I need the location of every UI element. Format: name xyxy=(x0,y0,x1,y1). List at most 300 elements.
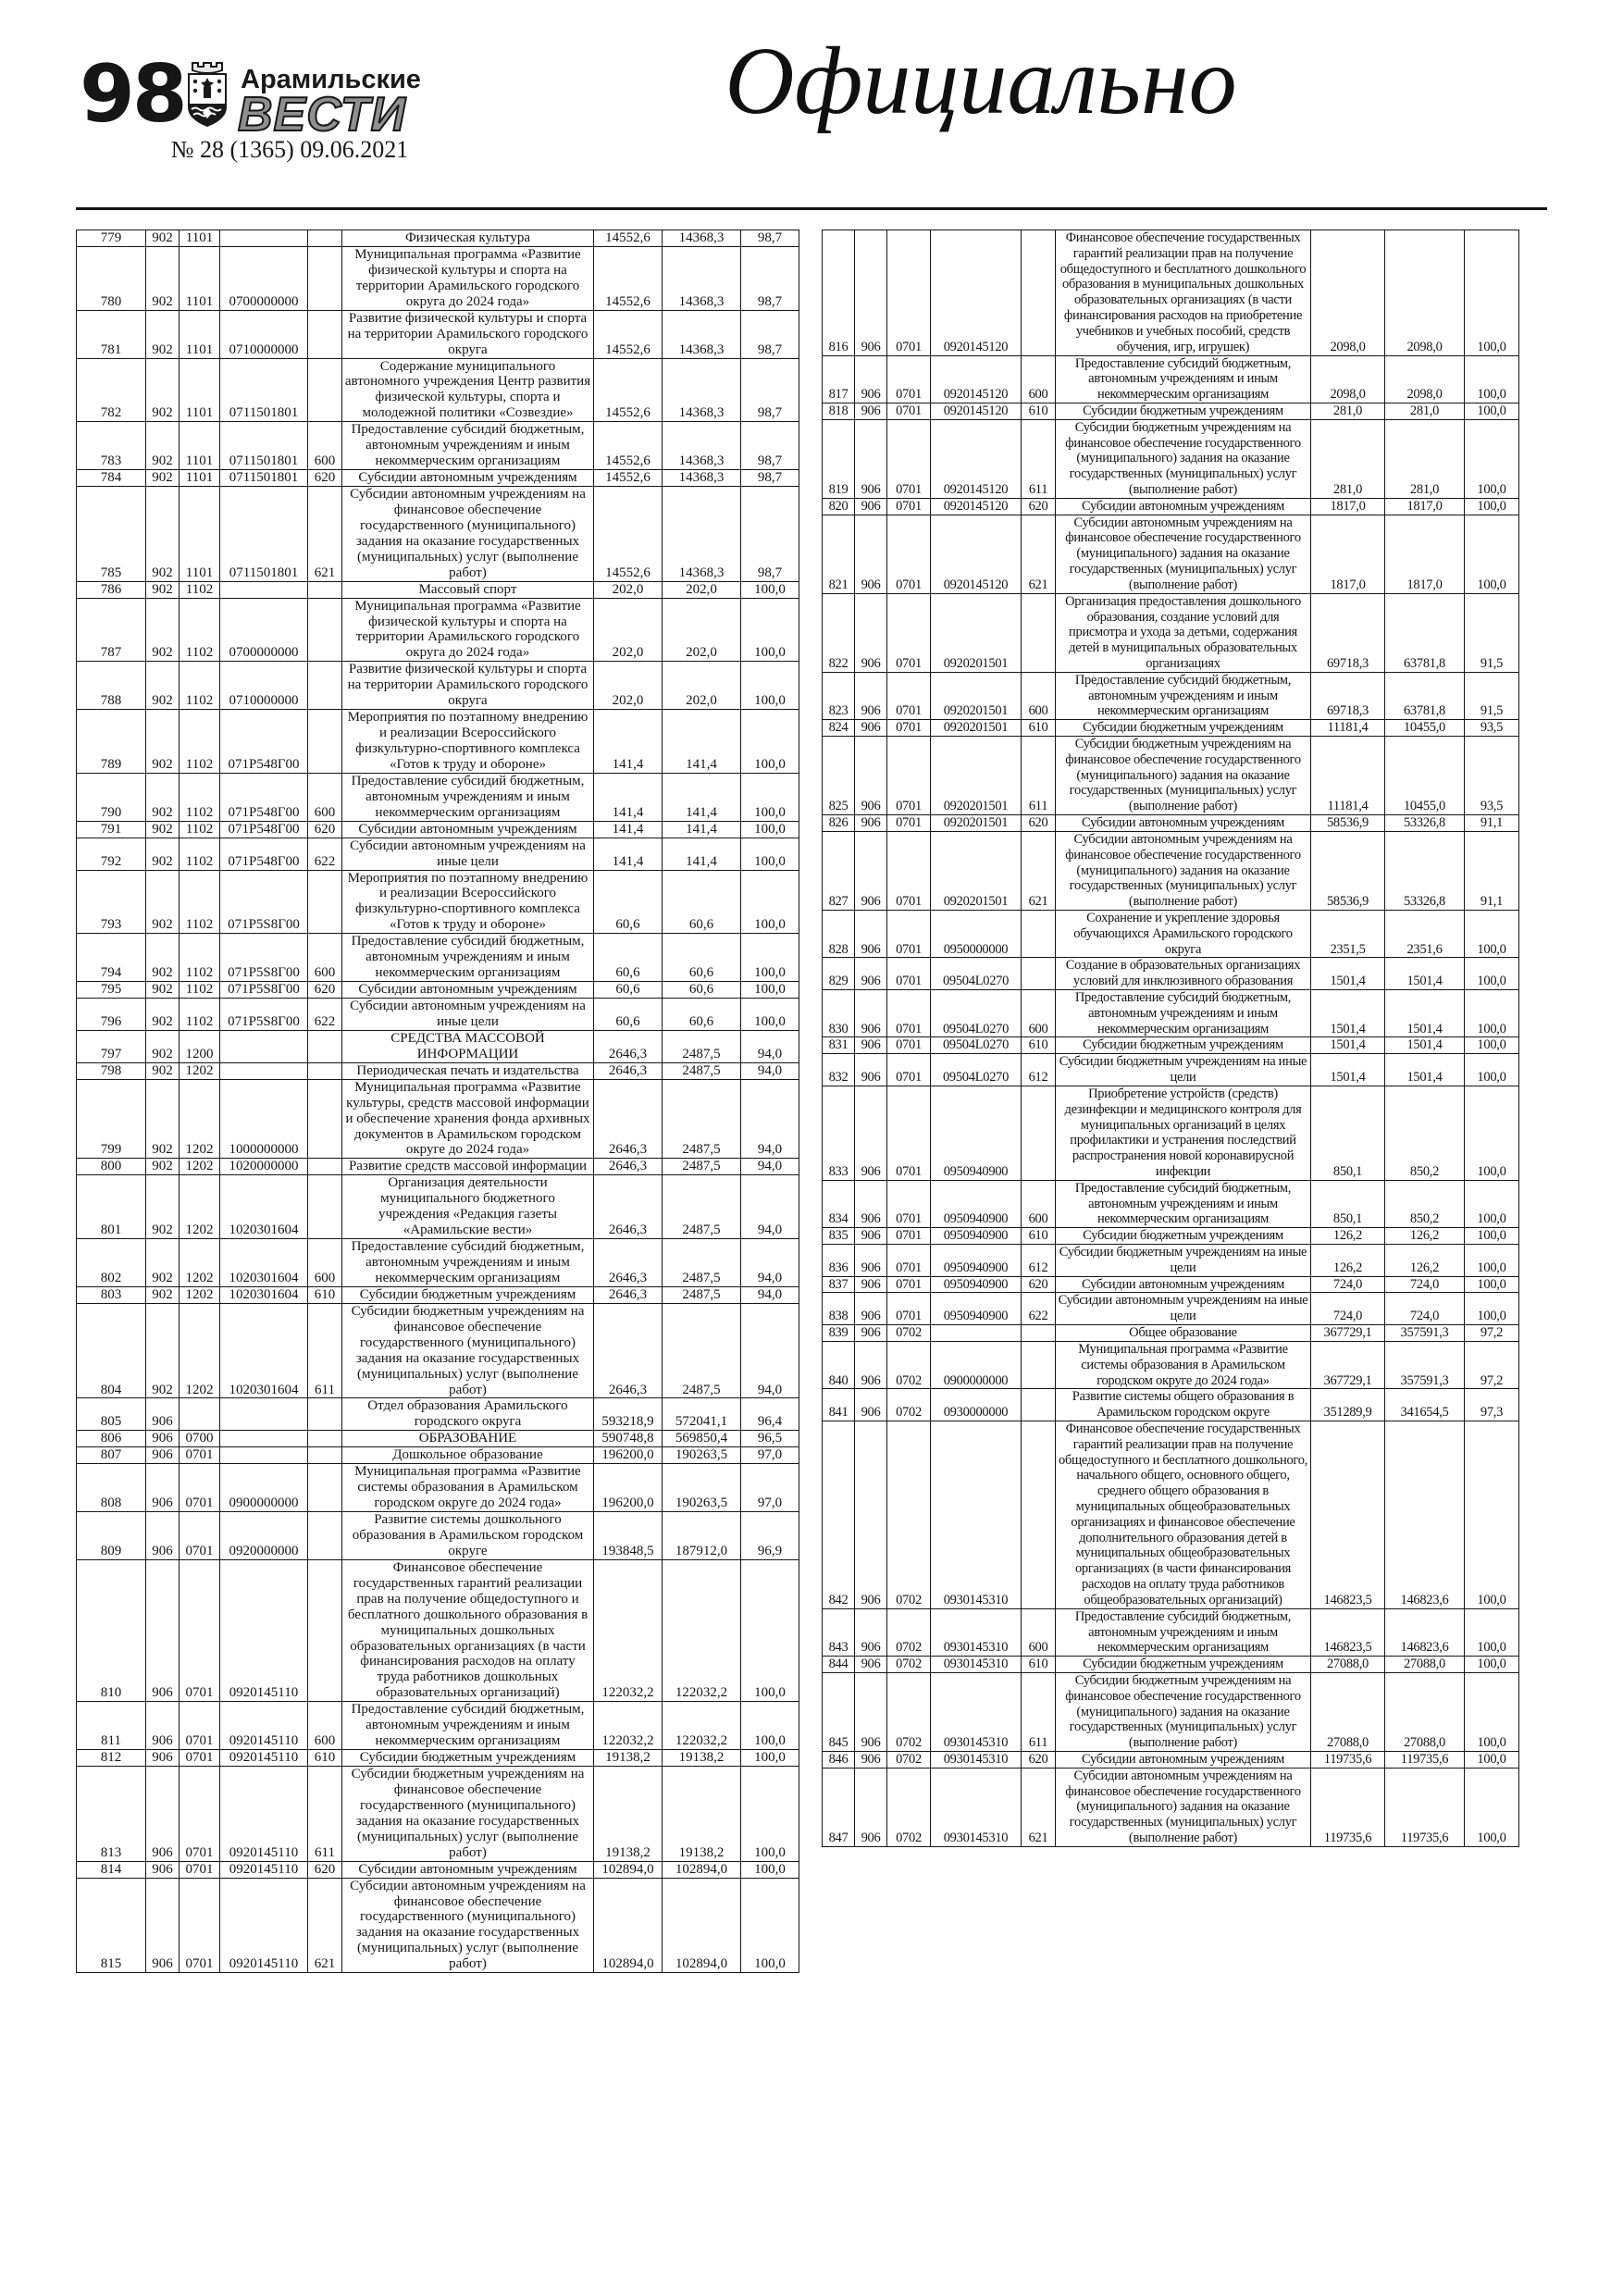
cell-grbs-code: 906 xyxy=(855,515,887,593)
cell-percent: 94,0 xyxy=(741,1079,799,1159)
cell-percent: 100,0 xyxy=(1465,1672,1519,1751)
cell-plan: 1501,4 xyxy=(1311,958,1385,990)
cell-grbs-code: 906 xyxy=(146,1750,180,1767)
cell-grbs-code: 906 xyxy=(855,593,887,672)
cell-row-number: 803 xyxy=(77,1286,146,1303)
cell-plan: 11181,4 xyxy=(1311,720,1385,737)
cell-percent: 100,0 xyxy=(1465,498,1519,515)
cell-target-article-code: 0930145310 xyxy=(931,1672,1022,1751)
cell-percent: 100,0 xyxy=(741,999,799,1031)
table-row xyxy=(77,999,799,1031)
cell-section-code: 1101 xyxy=(180,422,220,470)
cell-grbs-code: 906 xyxy=(146,1878,180,1973)
cell-percent: 100,0 xyxy=(741,838,799,870)
cell-grbs-code: 902 xyxy=(146,982,180,999)
coat-of-arms-icon xyxy=(183,59,231,128)
cell-fact: 19138,2 xyxy=(663,1750,741,1767)
cell-fact: 569850,4 xyxy=(663,1431,741,1447)
cell-section-code: 0701 xyxy=(180,1767,220,1862)
cell-grbs-code: 906 xyxy=(855,1768,887,1846)
cell-plan: 281,0 xyxy=(1311,419,1385,498)
cell-name: Предоставление субсидий бюджетным, автономным учреждениям и иным некоммерческим организациям xyxy=(342,934,594,982)
cell-row-number: 847 xyxy=(823,1768,855,1846)
cell-percent: 93,5 xyxy=(1465,737,1519,815)
cell-grbs-code: 902 xyxy=(146,1159,180,1175)
cell-percent: 100,0 xyxy=(1465,1421,1519,1608)
cell-target-article-code: 0900000000 xyxy=(931,1341,1022,1388)
table-row xyxy=(823,1672,1519,1751)
cell-row-number: 796 xyxy=(77,999,146,1031)
cell-row-number: 838 xyxy=(823,1293,855,1325)
cell-expense-type-code xyxy=(308,1512,342,1560)
cell-section-code: 1101 xyxy=(180,470,220,487)
table-row xyxy=(823,1752,1519,1769)
table-row xyxy=(77,773,799,821)
cell-target-article-code: 0950940900 xyxy=(931,1180,1022,1227)
cell-fact: 14368,3 xyxy=(663,310,741,358)
cell-row-number: 786 xyxy=(77,581,146,598)
table-row xyxy=(77,1512,799,1560)
cell-name: Субсидии автономным учреждениям на финансовое обеспечение государственного (муниципального) задания на оказание государственных (муниципальных) услуг (выполнение работ) xyxy=(1056,831,1311,910)
cell-fact: 2487,5 xyxy=(663,1159,741,1175)
cell-row-number: 839 xyxy=(823,1325,855,1342)
cell-row-number: 785 xyxy=(77,487,146,582)
cell-grbs-code: 902 xyxy=(146,470,180,487)
cell-name: Субсидии автономным учреждениям на финансовое обеспечение государственного (муниципального) задания на оказание государственных (муниципальных) услуг (выполнение работ) xyxy=(342,1878,594,1973)
cell-section-code: 1202 xyxy=(180,1079,220,1159)
cell-target-article-code xyxy=(220,1398,308,1431)
cell-row-number: 783 xyxy=(77,422,146,470)
table-row xyxy=(823,1245,1519,1277)
cell-plan: 126,2 xyxy=(1311,1228,1385,1245)
cell-fact: 119735,6 xyxy=(1385,1752,1465,1769)
cell-grbs-code: 906 xyxy=(146,1512,180,1560)
cell-plan: 141,4 xyxy=(594,710,663,774)
cell-section-code: 0701 xyxy=(887,958,931,990)
cell-row-number: 779 xyxy=(77,230,146,247)
cell-target-article-code: 0930145310 xyxy=(931,1657,1022,1673)
cell-target-article-code: 0920145110 xyxy=(220,1559,308,1701)
cell-name: Развитие системы дошкольного образования в Арамильском городском округе xyxy=(342,1512,594,1560)
cell-expense-type-code: 612 xyxy=(1022,1054,1056,1086)
cell-plan: 2646,3 xyxy=(594,1030,663,1062)
cell-fact: 187912,0 xyxy=(663,1512,741,1560)
cell-row-number: 789 xyxy=(77,710,146,774)
cell-grbs-code: 906 xyxy=(855,230,887,356)
cell-section-code: 1200 xyxy=(180,1030,220,1062)
table-row xyxy=(77,1431,799,1447)
cell-plan: 850,1 xyxy=(1311,1086,1385,1180)
cell-plan: 122032,2 xyxy=(594,1702,663,1750)
cell-fact: 102894,0 xyxy=(663,1861,741,1878)
cell-fact: 60,6 xyxy=(663,982,741,999)
cell-expense-type-code xyxy=(308,1398,342,1431)
cell-target-article-code: 0930145310 xyxy=(931,1421,1022,1608)
cell-fact: 126,2 xyxy=(1385,1228,1465,1245)
table-row xyxy=(77,662,799,710)
header-rule xyxy=(76,207,1547,210)
cell-percent: 96,4 xyxy=(741,1398,799,1431)
cell-section-code: 0701 xyxy=(887,1228,931,1245)
cell-target-article-code: 0711501801 xyxy=(220,358,308,422)
table-row xyxy=(823,1768,1519,1846)
cell-expense-type-code: 622 xyxy=(308,838,342,870)
cell-grbs-code: 906 xyxy=(855,1608,887,1656)
cell-plan: 11181,4 xyxy=(1311,737,1385,815)
cell-section-code: 1102 xyxy=(180,773,220,821)
table-row xyxy=(823,1086,1519,1180)
cell-name: Субсидии автономным учреждениям xyxy=(1056,1276,1311,1293)
cell-percent: 91,5 xyxy=(1465,672,1519,719)
cell-name: Предоставление субсидий бюджетным, автономным учреждениям и иным некоммерческим организациям xyxy=(1056,1180,1311,1227)
cell-target-article-code: 0950000000 xyxy=(931,910,1022,957)
cell-row-number: 823 xyxy=(823,672,855,719)
cell-name: Субсидии автономным учреждениям xyxy=(1056,815,1311,832)
table-row xyxy=(823,593,1519,672)
cell-section-code xyxy=(180,1398,220,1431)
cell-plan: 60,6 xyxy=(594,934,663,982)
cell-expense-type-code xyxy=(308,598,342,662)
cell-fact: 27088,0 xyxy=(1385,1672,1465,1751)
cell-target-article-code: 0930000000 xyxy=(931,1389,1022,1421)
cell-row-number: 810 xyxy=(77,1559,146,1701)
cell-target-article-code: 09504L0270 xyxy=(931,1054,1022,1086)
cell-fact: 141,4 xyxy=(663,773,741,821)
cell-row-number: 821 xyxy=(823,515,855,593)
cell-section-code: 0702 xyxy=(887,1421,931,1608)
cell-percent: 94,0 xyxy=(741,1159,799,1175)
cell-target-article-code: 0920201501 xyxy=(931,815,1022,832)
cell-name: Субсидии бюджетным учреждениям на иные цели xyxy=(1056,1054,1311,1086)
cell-section-code: 0701 xyxy=(887,230,931,356)
table-row xyxy=(77,358,799,422)
cell-plan: 367729,1 xyxy=(1311,1341,1385,1388)
cell-plan: 58536,9 xyxy=(1311,831,1385,910)
cell-fact: 14368,3 xyxy=(663,470,741,487)
cell-percent: 100,0 xyxy=(1465,1293,1519,1325)
cell-plan: 281,0 xyxy=(1311,403,1385,419)
cell-expense-type-code xyxy=(308,230,342,247)
cell-section-code: 0701 xyxy=(180,1861,220,1878)
cell-grbs-code: 906 xyxy=(855,1672,887,1751)
cell-row-number: 795 xyxy=(77,982,146,999)
cell-section-code: 0701 xyxy=(887,1245,931,1277)
cell-target-article-code: 0950940900 xyxy=(931,1276,1022,1293)
cell-percent: 100,0 xyxy=(1465,990,1519,1037)
cell-target-article-code xyxy=(220,1431,308,1447)
cell-fact: 2487,5 xyxy=(663,1062,741,1079)
cell-expense-type-code: 620 xyxy=(1022,1276,1056,1293)
cell-section-code: 0701 xyxy=(887,1054,931,1086)
cell-percent: 98,7 xyxy=(741,470,799,487)
cell-expense-type-code xyxy=(308,870,342,934)
cell-plan: 724,0 xyxy=(1311,1276,1385,1293)
cell-percent: 97,0 xyxy=(741,1464,799,1512)
budget-table-right-column xyxy=(822,230,1519,1847)
cell-row-number: 816 xyxy=(823,230,855,356)
cell-name: Субсидии автономным учреждениям xyxy=(342,821,594,838)
cell-name: Создание в образовательных организациях условий для инклюзивного образования xyxy=(1056,958,1311,990)
table-row xyxy=(823,720,1519,737)
cell-section-code: 0701 xyxy=(887,672,931,719)
cell-section-code: 1102 xyxy=(180,598,220,662)
cell-name: Субсидии автономным учреждениям на финансовое обеспечение государственного (муниципального) задания на оказание государственных (муниципальных) услуг (выполнение работ) xyxy=(1056,515,1311,593)
table-row xyxy=(823,1389,1519,1421)
cell-name: Финансовое обеспечение государственных гарантий реализации прав на получение общедоступного и бесплатного дошкольного образования в муниципальных дошкольных образовательных организациях (в части финансирования расходов на оплату труда работников дошкольных образовательных организаций) xyxy=(342,1559,594,1701)
cell-grbs-code: 906 xyxy=(855,1276,887,1293)
cell-name: Субсидии автономным учреждениям xyxy=(342,1861,594,1878)
cell-plan: 69718,3 xyxy=(1311,593,1385,672)
cell-name: Субсидии бюджетным учреждениям xyxy=(1056,720,1311,737)
cell-plan: 141,4 xyxy=(594,773,663,821)
table-row xyxy=(823,831,1519,910)
cell-target-article-code: 1020301604 xyxy=(220,1175,308,1239)
cell-target-article-code: 1000000000 xyxy=(220,1079,308,1159)
cell-percent: 100,0 xyxy=(1465,1657,1519,1673)
cell-plan: 69718,3 xyxy=(1311,672,1385,719)
cell-grbs-code: 906 xyxy=(855,1389,887,1421)
cell-grbs-code: 906 xyxy=(146,1702,180,1750)
cell-row-number: 797 xyxy=(77,1030,146,1062)
cell-expense-type-code xyxy=(308,1175,342,1239)
cell-name: Развитие физической культуры и спорта на территории Арамильского городского округа xyxy=(342,310,594,358)
table-row xyxy=(823,403,1519,419)
cell-plan: 141,4 xyxy=(594,821,663,838)
cell-fact: 724,0 xyxy=(1385,1276,1465,1293)
cell-expense-type-code: 600 xyxy=(1022,990,1056,1037)
cell-name: Субсидии бюджетным учреждениям xyxy=(1056,1037,1311,1054)
cell-plan: 146823,5 xyxy=(1311,1608,1385,1656)
cell-fact: 2487,5 xyxy=(663,1286,741,1303)
cell-plan: 19138,2 xyxy=(594,1767,663,1862)
cell-fact: 2487,5 xyxy=(663,1175,741,1239)
cell-plan: 27088,0 xyxy=(1311,1672,1385,1751)
cell-row-number: 826 xyxy=(823,815,855,832)
cell-percent: 100,0 xyxy=(1465,1245,1519,1277)
cell-percent: 100,0 xyxy=(741,1878,799,1973)
table-row xyxy=(77,870,799,934)
cell-target-article-code: 0950940900 xyxy=(931,1245,1022,1277)
cell-row-number: 824 xyxy=(823,720,855,737)
cell-section-code: 1102 xyxy=(180,838,220,870)
cell-expense-type-code xyxy=(308,1062,342,1079)
cell-grbs-code: 906 xyxy=(855,831,887,910)
cell-percent: 100,0 xyxy=(741,710,799,774)
cell-section-code: 1101 xyxy=(180,230,220,247)
cell-name: Периодическая печать и издательства xyxy=(342,1062,594,1079)
cell-name: Субсидии автономным учреждениям xyxy=(1056,1752,1311,1769)
table-row xyxy=(823,815,1519,832)
cell-expense-type-code: 620 xyxy=(308,982,342,999)
cell-grbs-code: 902 xyxy=(146,999,180,1031)
cell-plan: 14552,6 xyxy=(594,470,663,487)
cell-grbs-code: 902 xyxy=(146,662,180,710)
cell-fact: 2487,5 xyxy=(663,1079,741,1159)
cell-section-code: 0701 xyxy=(887,1276,931,1293)
cell-expense-type-code xyxy=(308,662,342,710)
table-row xyxy=(823,498,1519,515)
cell-row-number: 833 xyxy=(823,1086,855,1180)
cell-fact: 341654,5 xyxy=(1385,1389,1465,1421)
cell-name: Развитие физической культуры и спорта на территории Арамильского городского округа xyxy=(342,662,594,710)
cell-percent: 91,1 xyxy=(1465,815,1519,832)
cell-fact: 60,6 xyxy=(663,870,741,934)
cell-row-number: 788 xyxy=(77,662,146,710)
cell-section-code: 0701 xyxy=(887,990,931,1037)
cell-percent: 94,0 xyxy=(741,1303,799,1398)
cell-grbs-code: 906 xyxy=(855,910,887,957)
table-row xyxy=(823,1037,1519,1054)
cell-section-code: 0702 xyxy=(887,1657,931,1673)
cell-percent: 97,2 xyxy=(1465,1341,1519,1388)
table-row xyxy=(823,515,1519,593)
cell-name: Предоставление субсидий бюджетным, автономным учреждениям и иным некоммерческим организациям xyxy=(1056,990,1311,1037)
cell-fact: 19138,2 xyxy=(663,1767,741,1862)
cell-grbs-code: 902 xyxy=(146,1175,180,1239)
cell-fact: 281,0 xyxy=(1385,403,1465,419)
cell-name: Финансовое обеспечение государственных гарантий реализации прав на получение общедоступного и бесплатного дошкольного образования в муниципальных дошкольных образовательных организациях (в части финансирования расходов на приобретение учебников и учебных пособий, средств обучения, игр, игрушек) xyxy=(1056,230,1311,356)
cell-name: Предоставление субсидий бюджетным, автономным учреждениям и иным некоммерческим организациям xyxy=(1056,672,1311,719)
table-row xyxy=(823,1325,1519,1342)
cell-expense-type-code: 610 xyxy=(1022,1037,1056,1054)
table-row xyxy=(823,737,1519,815)
cell-fact: 60,6 xyxy=(663,999,741,1031)
table-row xyxy=(77,1447,799,1464)
cell-row-number: 828 xyxy=(823,910,855,957)
cell-percent: 100,0 xyxy=(1465,1768,1519,1846)
cell-percent: 100,0 xyxy=(1465,1276,1519,1293)
cell-expense-type-code: 610 xyxy=(308,1286,342,1303)
cell-plan: 1817,0 xyxy=(1311,498,1385,515)
cell-fact: 2351,6 xyxy=(1385,910,1465,957)
cell-fact: 63781,8 xyxy=(1385,672,1465,719)
cell-target-article-code: 0920145120 xyxy=(931,230,1022,356)
cell-plan: 193848,5 xyxy=(594,1512,663,1560)
cell-section-code: 1202 xyxy=(180,1062,220,1079)
cell-fact: 202,0 xyxy=(663,581,741,598)
cell-expense-type-code: 611 xyxy=(1022,737,1056,815)
cell-target-article-code: 071P5S8Г00 xyxy=(220,934,308,982)
cell-grbs-code: 906 xyxy=(855,419,887,498)
cell-name: Развитие системы общего образования в Арамильском городском округе xyxy=(1056,1389,1311,1421)
cell-grbs-code: 906 xyxy=(855,498,887,515)
cell-row-number: 793 xyxy=(77,870,146,934)
section-heading: Официально xyxy=(725,28,1237,134)
cell-name: Субсидии бюджетным учреждениям xyxy=(1056,403,1311,419)
cell-fact: 146823,6 xyxy=(1385,1421,1465,1608)
cell-plan: 119735,6 xyxy=(1311,1768,1385,1846)
cell-fact: 14368,3 xyxy=(663,422,741,470)
cell-percent: 94,0 xyxy=(741,1175,799,1239)
cell-grbs-code: 902 xyxy=(146,773,180,821)
cell-fact: 122032,2 xyxy=(663,1559,741,1701)
cell-percent: 98,7 xyxy=(741,246,799,310)
cell-row-number: 827 xyxy=(823,831,855,910)
cell-fact: 2487,5 xyxy=(663,1303,741,1398)
cell-section-code: 0702 xyxy=(887,1768,931,1846)
table-row xyxy=(77,821,799,838)
cell-grbs-code: 906 xyxy=(855,1657,887,1673)
cell-row-number: 781 xyxy=(77,310,146,358)
cell-expense-type-code: 620 xyxy=(1022,1752,1056,1769)
cell-percent: 98,7 xyxy=(741,358,799,422)
cell-grbs-code: 906 xyxy=(146,1464,180,1512)
cell-section-code: 0702 xyxy=(887,1752,931,1769)
cell-expense-type-code xyxy=(1022,593,1056,672)
cell-fact: 202,0 xyxy=(663,598,741,662)
cell-grbs-code: 902 xyxy=(146,310,180,358)
cell-name: Мероприятия по поэтапному внедрению и реализации Всероссийского физкультурно-спортивного комплекса «Готов к труду и обороне» xyxy=(342,870,594,934)
table-row xyxy=(77,1286,799,1303)
table-row xyxy=(77,1175,799,1239)
cell-target-article-code: 0920145120 xyxy=(931,355,1022,403)
cell-row-number: 840 xyxy=(823,1341,855,1388)
cell-target-article-code: 0920145120 xyxy=(931,403,1022,419)
cell-target-article-code: 0900000000 xyxy=(220,1464,308,1512)
cell-grbs-code: 906 xyxy=(855,672,887,719)
cell-percent: 100,0 xyxy=(741,1767,799,1862)
cell-fact: 53326,8 xyxy=(1385,815,1465,832)
cell-name: Субсидии бюджетным учреждениям xyxy=(1056,1657,1311,1673)
cell-name: Массовый спорт xyxy=(342,581,594,598)
table-row xyxy=(77,838,799,870)
cell-row-number: 791 xyxy=(77,821,146,838)
cell-target-article-code xyxy=(220,230,308,247)
cell-percent: 100,0 xyxy=(1465,403,1519,419)
cell-row-number: 802 xyxy=(77,1239,146,1287)
cell-grbs-code: 902 xyxy=(146,1303,180,1398)
cell-expense-type-code xyxy=(308,246,342,310)
cell-row-number: 830 xyxy=(823,990,855,1037)
cell-row-number: 808 xyxy=(77,1464,146,1512)
cell-plan: 2646,3 xyxy=(594,1239,663,1287)
cell-percent: 100,0 xyxy=(1465,515,1519,593)
cell-fact: 14368,3 xyxy=(663,358,741,422)
cell-section-code: 0701 xyxy=(887,831,931,910)
cell-grbs-code: 906 xyxy=(855,1752,887,1769)
cell-row-number: 815 xyxy=(77,1878,146,1973)
cell-expense-type-code: 600 xyxy=(1022,1180,1056,1227)
cell-plan: 146823,5 xyxy=(1311,1421,1385,1608)
cell-grbs-code: 902 xyxy=(146,934,180,982)
cell-percent: 100,0 xyxy=(741,982,799,999)
table-row xyxy=(77,1702,799,1750)
cell-fact: 2098,0 xyxy=(1385,230,1465,356)
cell-name: ОБРАЗОВАНИЕ xyxy=(342,1431,594,1447)
cell-percent: 98,7 xyxy=(741,310,799,358)
cell-name: Предоставление субсидий бюджетным, автономным учреждениям и иным некоммерческим организациям xyxy=(342,773,594,821)
cell-target-article-code: 0711501801 xyxy=(220,470,308,487)
cell-grbs-code: 902 xyxy=(146,581,180,598)
cell-section-code: 1202 xyxy=(180,1239,220,1287)
cell-grbs-code: 906 xyxy=(146,1861,180,1878)
cell-grbs-code: 906 xyxy=(855,1341,887,1388)
cell-grbs-code: 902 xyxy=(146,246,180,310)
cell-row-number: 813 xyxy=(77,1767,146,1862)
cell-percent: 100,0 xyxy=(1465,1054,1519,1086)
cell-plan: 60,6 xyxy=(594,999,663,1031)
cell-target-article-code: 0700000000 xyxy=(220,598,308,662)
cell-expense-type-code: 600 xyxy=(1022,1608,1056,1656)
cell-row-number: 800 xyxy=(77,1159,146,1175)
cell-row-number: 790 xyxy=(77,773,146,821)
table-row xyxy=(77,1750,799,1767)
cell-plan: 2098,0 xyxy=(1311,355,1385,403)
cell-expense-type-code xyxy=(1022,230,1056,356)
table-row xyxy=(823,1341,1519,1388)
cell-percent: 97,2 xyxy=(1465,1325,1519,1342)
cell-expense-type-code: 620 xyxy=(1022,498,1056,515)
